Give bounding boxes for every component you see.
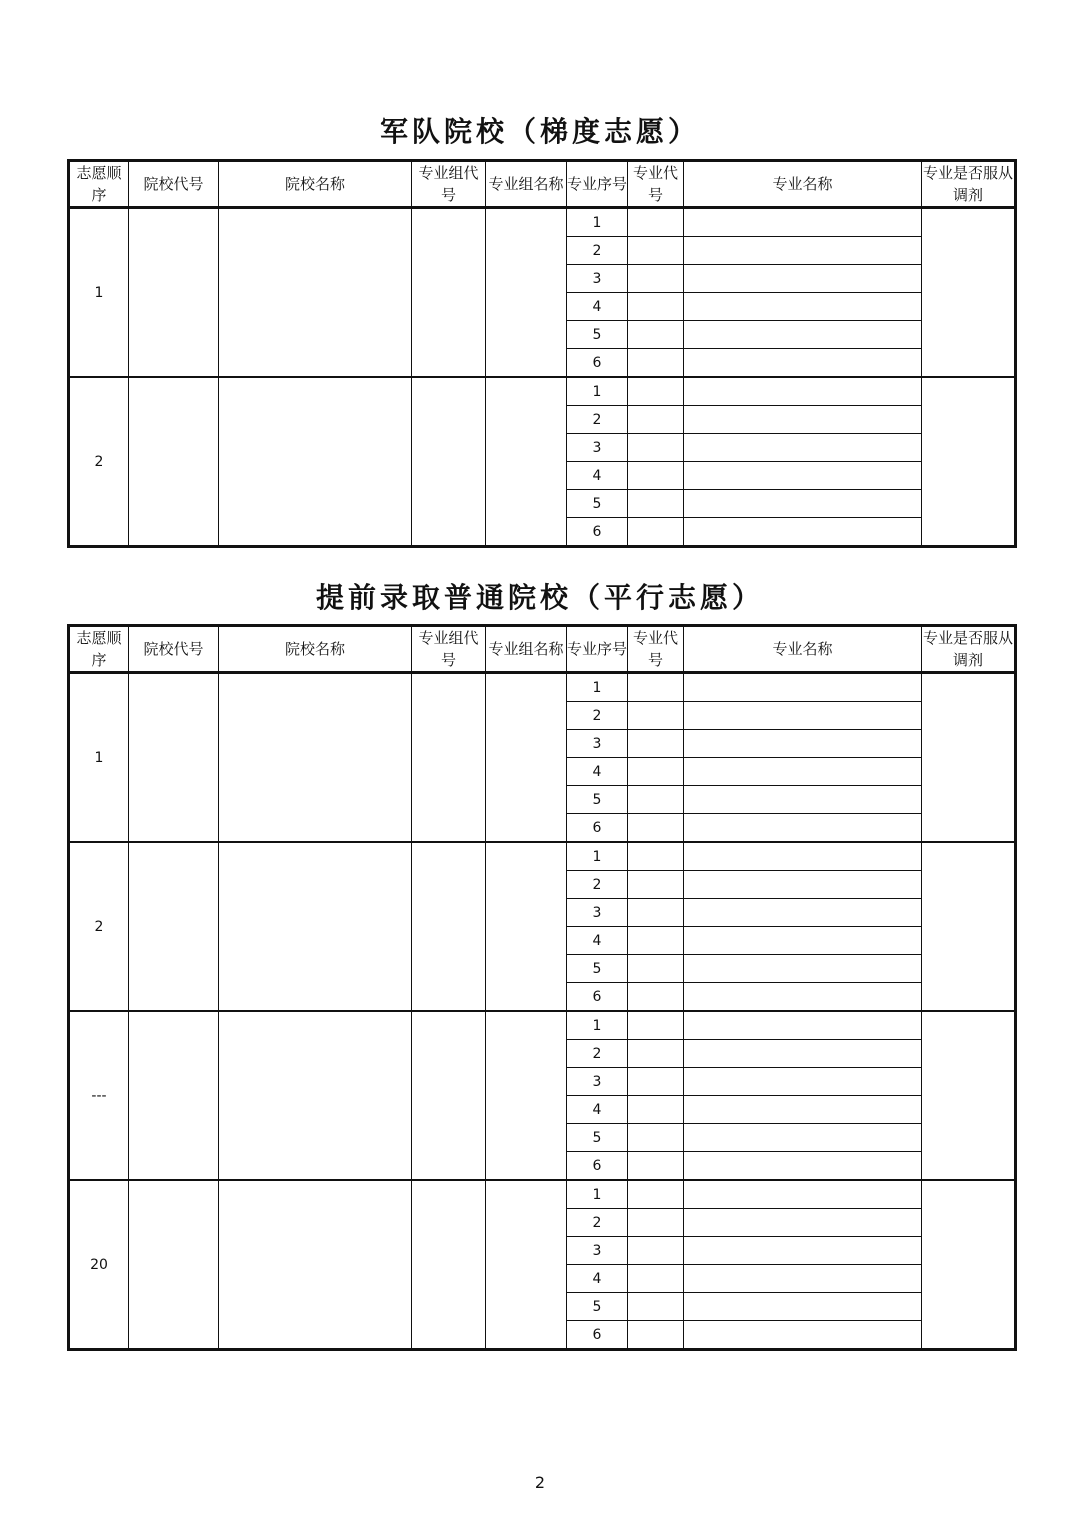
major-code-cell[interactable] — [628, 406, 684, 434]
major-seq-cell: 3 — [567, 265, 628, 293]
major-name-cell[interactable] — [684, 293, 922, 321]
major-name-cell[interactable] — [684, 1068, 922, 1096]
major-seq-cell: 5 — [567, 1124, 628, 1152]
major-code-cell[interactable] — [628, 730, 684, 758]
major-name-cell[interactable] — [684, 1124, 922, 1152]
major-seq-cell: 3 — [567, 434, 628, 462]
table-row — [69, 673, 1016, 702]
major-code-cell[interactable] — [628, 1180, 684, 1209]
page-number: 2 — [534, 1473, 546, 1492]
choice-order-cell: 2 — [69, 842, 129, 1011]
major-seq-cell: 3 — [567, 1237, 628, 1265]
major-name-cell[interactable] — [684, 730, 922, 758]
major-code-cell[interactable] — [628, 702, 684, 730]
major-code-cell[interactable] — [628, 673, 684, 702]
header-school-code: 院校代号 — [129, 161, 219, 208]
major-seq-cell: 3 — [567, 1068, 628, 1096]
major-code-cell[interactable] — [628, 1011, 684, 1040]
major-name-cell[interactable] — [684, 490, 922, 518]
major-name-cell[interactable] — [684, 1040, 922, 1068]
major-code-cell[interactable] — [628, 349, 684, 378]
header-school-name: 院校名称 — [219, 161, 412, 208]
major-name-cell[interactable] — [684, 758, 922, 786]
major-seq-cell: 2 — [567, 702, 628, 730]
school-code-cell[interactable] — [129, 1180, 219, 1350]
group-name-cell[interactable] — [486, 208, 567, 378]
choice-order-cell: 1 — [69, 208, 129, 378]
major-code-cell[interactable] — [628, 1209, 684, 1237]
group-code-cell[interactable] — [412, 1180, 486, 1350]
major-seq-cell: 2 — [567, 237, 628, 265]
header-major-code: 专业代号 — [628, 161, 684, 208]
group-name-cell[interactable] — [486, 673, 567, 843]
group-name-cell[interactable] — [486, 842, 567, 1011]
major-seq-cell: 1 — [567, 208, 628, 237]
header-major-name: 专业名称 — [684, 161, 922, 208]
major-name-cell[interactable] — [684, 349, 922, 378]
school-name-cell[interactable] — [219, 377, 412, 547]
header-school-code: 院校代号 — [129, 626, 219, 673]
major-name-cell[interactable] — [684, 321, 922, 349]
major-seq-cell: 1 — [567, 842, 628, 871]
major-seq-cell: 6 — [567, 983, 628, 1012]
school-code-cell[interactable] — [129, 673, 219, 843]
major-seq-cell: 6 — [567, 349, 628, 378]
major-seq-cell: 2 — [567, 406, 628, 434]
adjust-cell[interactable] — [922, 673, 1016, 843]
major-code-cell[interactable] — [628, 1152, 684, 1181]
major-name-cell[interactable] — [684, 1096, 922, 1124]
school-code-cell[interactable] — [129, 208, 219, 378]
school-code-cell[interactable] — [129, 377, 219, 547]
major-name-cell[interactable] — [684, 1152, 922, 1181]
major-seq-cell: 5 — [567, 321, 628, 349]
major-code-cell[interactable] — [628, 842, 684, 871]
group-code-cell[interactable] — [412, 673, 486, 843]
choice-order-cell: 1 — [69, 673, 129, 843]
major-name-cell[interactable] — [684, 1209, 922, 1237]
group-code-cell[interactable] — [412, 842, 486, 1011]
major-name-cell[interactable] — [684, 702, 922, 730]
major-seq-cell: 2 — [567, 1040, 628, 1068]
header-group-name: 专业组名称 — [486, 161, 567, 208]
group-code-cell[interactable] — [412, 377, 486, 547]
major-seq-cell: 3 — [567, 730, 628, 758]
major-code-cell[interactable] — [628, 1237, 684, 1265]
header-adjust: 专业是否服从调剂 — [922, 161, 1016, 208]
major-name-cell[interactable] — [684, 814, 922, 843]
major-code-cell[interactable] — [628, 1096, 684, 1124]
major-code-cell[interactable] — [628, 1293, 684, 1321]
major-code-cell[interactable] — [628, 518, 684, 547]
major-seq-cell: 4 — [567, 758, 628, 786]
school-name-cell[interactable] — [219, 1180, 412, 1350]
major-seq-cell: 2 — [567, 1209, 628, 1237]
major-name-cell[interactable] — [684, 406, 922, 434]
major-name-cell[interactable] — [684, 673, 922, 702]
choice-order-cell: 20 — [69, 1180, 129, 1350]
school-code-cell[interactable] — [129, 1011, 219, 1180]
header-adjust: 专业是否服从调剂 — [922, 626, 1016, 673]
major-code-cell[interactable] — [628, 377, 684, 406]
major-name-cell[interactable] — [684, 1321, 922, 1350]
major-code-cell[interactable] — [628, 899, 684, 927]
major-seq-cell: 1 — [567, 1180, 628, 1209]
major-seq-cell: 3 — [567, 899, 628, 927]
major-name-cell[interactable] — [684, 899, 922, 927]
major-code-cell[interactable] — [628, 293, 684, 321]
adjust-cell[interactable] — [922, 842, 1016, 1011]
major-code-cell[interactable] — [628, 208, 684, 237]
major-name-cell[interactable] — [684, 842, 922, 871]
major-seq-cell: 1 — [567, 377, 628, 406]
major-name-cell[interactable] — [684, 434, 922, 462]
header-group-code: 专业组代号 — [412, 626, 486, 673]
major-name-cell[interactable] — [684, 208, 922, 237]
major-code-cell[interactable] — [628, 265, 684, 293]
adjust-cell[interactable] — [922, 208, 1016, 378]
military-schools-table — [67, 159, 1017, 548]
major-seq-cell: 1 — [567, 673, 628, 702]
header-order: 志愿顺序 — [69, 626, 129, 673]
major-seq-cell: 4 — [567, 927, 628, 955]
table-row — [69, 842, 1016, 871]
adjust-cell[interactable] — [922, 1180, 1016, 1350]
choice-order-cell: 2 — [69, 377, 129, 547]
group-code-cell[interactable] — [412, 208, 486, 378]
adjust-cell[interactable] — [922, 1011, 1016, 1180]
major-name-cell[interactable] — [684, 1237, 922, 1265]
adjust-cell[interactable] — [922, 377, 1016, 547]
major-code-cell[interactable] — [628, 321, 684, 349]
major-seq-cell: 6 — [567, 814, 628, 843]
major-seq-cell: 6 — [567, 518, 628, 547]
header-major-code: 专业代号 — [628, 626, 684, 673]
major-seq-cell: 6 — [567, 1321, 628, 1350]
major-name-cell[interactable] — [684, 927, 922, 955]
header-group-name: 专业组名称 — [486, 626, 567, 673]
major-code-cell[interactable] — [628, 434, 684, 462]
major-code-cell[interactable] — [628, 786, 684, 814]
major-seq-cell: 5 — [567, 490, 628, 518]
major-code-cell[interactable] — [628, 955, 684, 983]
major-name-cell[interactable] — [684, 265, 922, 293]
major-seq-cell: 1 — [567, 1011, 628, 1040]
major-code-cell[interactable] — [628, 871, 684, 899]
major-code-cell[interactable] — [628, 490, 684, 518]
group-name-cell[interactable] — [486, 1011, 567, 1180]
school-name-cell[interactable] — [219, 208, 412, 378]
major-name-cell[interactable] — [684, 462, 922, 490]
header-order: 志愿顺序 — [69, 161, 129, 208]
major-seq-cell: 4 — [567, 293, 628, 321]
group-code-cell[interactable] — [412, 1011, 486, 1180]
table-row — [69, 1180, 1016, 1209]
major-name-cell[interactable] — [684, 786, 922, 814]
major-code-cell[interactable] — [628, 1124, 684, 1152]
major-name-cell[interactable] — [684, 871, 922, 899]
group-name-cell[interactable] — [486, 377, 567, 547]
major-code-cell[interactable] — [628, 814, 684, 843]
section-title-early-admission: 提前录取普通院校（平行志愿） — [315, 581, 764, 614]
major-code-cell[interactable] — [628, 1068, 684, 1096]
major-name-cell[interactable] — [684, 237, 922, 265]
major-seq-cell: 2 — [567, 871, 628, 899]
major-code-cell[interactable] — [628, 237, 684, 265]
major-code-cell[interactable] — [628, 1265, 684, 1293]
major-seq-cell: 4 — [567, 1096, 628, 1124]
major-seq-cell: 5 — [567, 1293, 628, 1321]
major-name-cell[interactable] — [684, 377, 922, 406]
header-school-name: 院校名称 — [219, 626, 412, 673]
table-row — [69, 377, 1016, 406]
header-major-seq: 专业序号 — [567, 626, 628, 673]
major-name-cell[interactable] — [684, 1265, 922, 1293]
major-seq-cell: 4 — [567, 462, 628, 490]
section-title-military: 军队院校（梯度志愿） — [379, 115, 700, 148]
school-name-cell[interactable] — [219, 673, 412, 843]
major-seq-cell: 5 — [567, 955, 628, 983]
major-code-cell[interactable] — [628, 1321, 684, 1350]
school-code-cell[interactable] — [129, 842, 219, 1011]
header-major-name: 专业名称 — [684, 626, 922, 673]
major-code-cell[interactable] — [628, 462, 684, 490]
table-row — [69, 1011, 1016, 1040]
major-code-cell[interactable] — [628, 927, 684, 955]
major-name-cell[interactable] — [684, 955, 922, 983]
group-name-cell[interactable] — [486, 1180, 567, 1350]
major-code-cell[interactable] — [628, 758, 684, 786]
major-name-cell[interactable] — [684, 1293, 922, 1321]
choice-order-cell: --- — [69, 1011, 129, 1180]
school-name-cell[interactable] — [219, 1011, 412, 1180]
major-name-cell[interactable] — [684, 983, 922, 1012]
major-seq-cell: 5 — [567, 786, 628, 814]
major-seq-cell: 6 — [567, 1152, 628, 1181]
major-name-cell[interactable] — [684, 518, 922, 547]
major-name-cell[interactable] — [684, 1011, 922, 1040]
major-code-cell[interactable] — [628, 983, 684, 1012]
table-row — [69, 208, 1016, 237]
major-seq-cell: 4 — [567, 1265, 628, 1293]
major-code-cell[interactable] — [628, 1040, 684, 1068]
major-name-cell[interactable] — [684, 1180, 922, 1209]
header-major-seq: 专业序号 — [567, 161, 628, 208]
early-admission-table — [67, 624, 1017, 1351]
school-name-cell[interactable] — [219, 842, 412, 1011]
header-group-code: 专业组代号 — [412, 161, 486, 208]
